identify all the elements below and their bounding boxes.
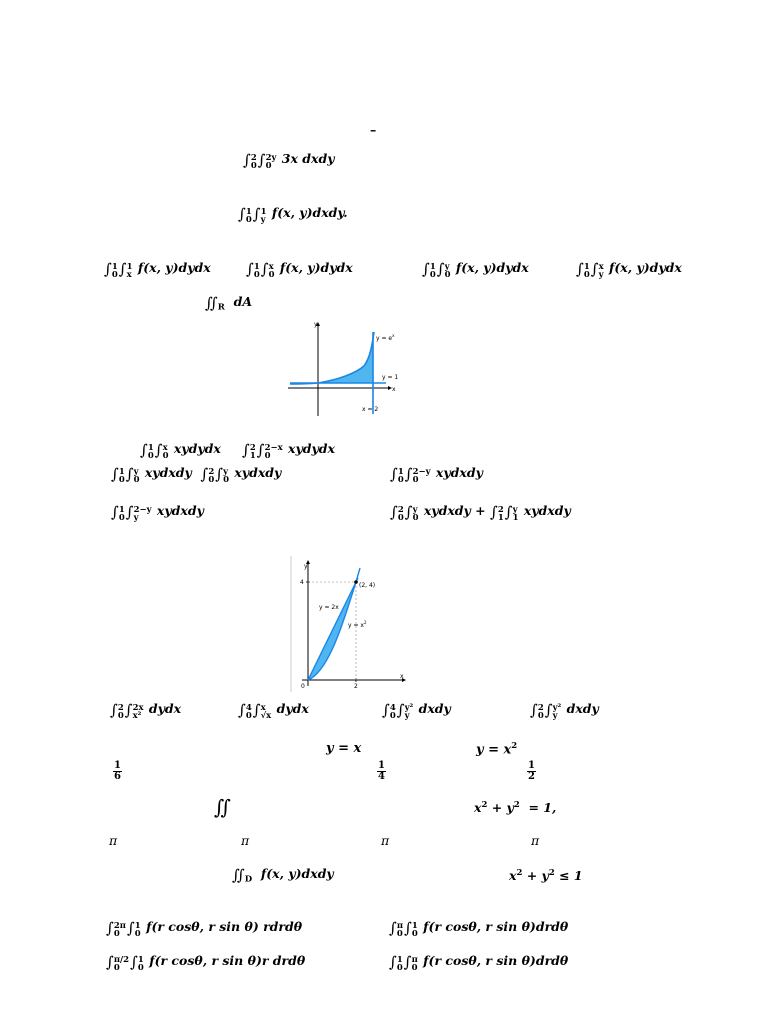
- pi-option-c[interactable]: π: [381, 833, 390, 848]
- intersection-point: [354, 580, 358, 584]
- pi-option-a[interactable]: π: [109, 833, 118, 848]
- x-axis-label: x: [392, 386, 396, 393]
- q2-integral: ∫ 1 0 ∫ 1 y f(x, y)dxdy.: [238, 205, 348, 225]
- y-axis-label: y: [304, 563, 308, 570]
- vline-label: x = 2: [362, 406, 379, 413]
- x-axis-label: x: [400, 673, 404, 680]
- q6-option-b[interactable]: ∫ π 0 ∫ 1 0 f(r cosθ, r sin θ)drdθ: [389, 919, 569, 939]
- curve-y-eq-x2: $y = x^2$: [476, 741, 518, 758]
- q2-option-b[interactable]: ∫ 1 0 ∫ x 0 f(x, y)dydx: [246, 260, 353, 280]
- region-figure-exp: [286, 318, 399, 418]
- q4-option-d[interactable]: ∫ 2 0 ∫ y² y dxdy: [530, 701, 599, 721]
- fraction-option-b[interactable]: $\frac{1}{4}$: [378, 760, 385, 782]
- q2-option-c[interactable]: ∫ 1 0 ∫ y 0 f(x, y)dydx: [422, 260, 529, 280]
- q2-option-a[interactable]: ∫ 1 0 ∫ 1 x f(x, y)dydx: [104, 260, 211, 280]
- q6-option-d[interactable]: ∫ 1 0 ∫ π 0 f(r cosθ, r sin θ)drdθ: [389, 953, 569, 973]
- q4-option-a[interactable]: ∫ 2 0 ∫ 2x x² dydx: [110, 701, 182, 721]
- circle-equation: $x^2 + y^2 = 1$,: [474, 800, 557, 816]
- q3-double-integral: $∬_R$ dA: [205, 294, 253, 313]
- q3-option-a[interactable]: ∫ 1 0 ∫ y 0 xydxdy ∫ 2 0 ∫ y 0 xydxdy: [111, 465, 282, 485]
- q4-option-b[interactable]: ∫ 4 0 ∫ x √x dydx: [238, 701, 309, 721]
- origin-label: 0: [301, 683, 305, 690]
- q5-double-integral: ∬: [214, 795, 232, 819]
- q6-double-integral: $∬_D$ f(x, y)dxdy: [232, 866, 334, 885]
- q3-stem-a: ∫ 1 0 ∫ x 0 xydydx: [140, 441, 221, 461]
- q3-option-b[interactable]: ∫ 1 0 ∫ 2−y 0 xydxdy: [390, 465, 483, 485]
- dash-mark: –: [370, 122, 377, 137]
- domain-inequality: $x^2 + y^2 \le 1$: [509, 868, 583, 884]
- q6-option-c[interactable]: ∫ π/2 0 ∫ 1 0 f(r cosθ, r sin θ)r drdθ: [106, 953, 306, 973]
- curve-label: $y = x^2$: [348, 620, 367, 629]
- q3-option-c[interactable]: ∫ 1 0 ∫ 2−y y xydxdy: [111, 503, 204, 523]
- pi-option-b[interactable]: π: [241, 833, 250, 848]
- q2-option-d[interactable]: ∫ 1 0 ∫ x y f(x, y)dydx: [576, 260, 682, 280]
- q3-stem-b: ∫ 2 1 ∫ 2−x 0 xydydx: [242, 441, 335, 461]
- tick-x: 2: [354, 683, 358, 690]
- line-label: y = 1: [382, 374, 399, 381]
- curve-y-eq-x: y = x: [326, 741, 362, 756]
- line-y-2x: [308, 578, 358, 680]
- line-label: y = 2x: [319, 604, 339, 611]
- tick-y: 4: [300, 579, 304, 586]
- region-figure-parabola: [290, 556, 408, 692]
- y-axis-label: y: [314, 321, 318, 328]
- curve-label: $y = e^x$: [376, 333, 395, 342]
- q3-option-d[interactable]: ∫ 2 0 ∫ y 0 xydxdy + ∫ 2 1 ∫ y 1 xydxdy: [390, 503, 571, 523]
- q4-option-c[interactable]: ∫ 4 0 ∫ y² y dxdy: [382, 701, 451, 721]
- q6-option-a[interactable]: ∫ 2π 0 ∫ 1 0 f(r cosθ, r sin θ) rdrdθ: [106, 919, 303, 939]
- fraction-option-c[interactable]: $\frac{1}{2}$: [528, 760, 535, 782]
- point-label: (2, 4): [359, 582, 376, 589]
- pi-option-d[interactable]: π: [531, 833, 540, 848]
- fraction-option-a[interactable]: $\frac{1}{6}$: [114, 760, 121, 782]
- q1-integral: ∫ 2 0 ∫ 2y 0 3x dxdy: [243, 151, 335, 171]
